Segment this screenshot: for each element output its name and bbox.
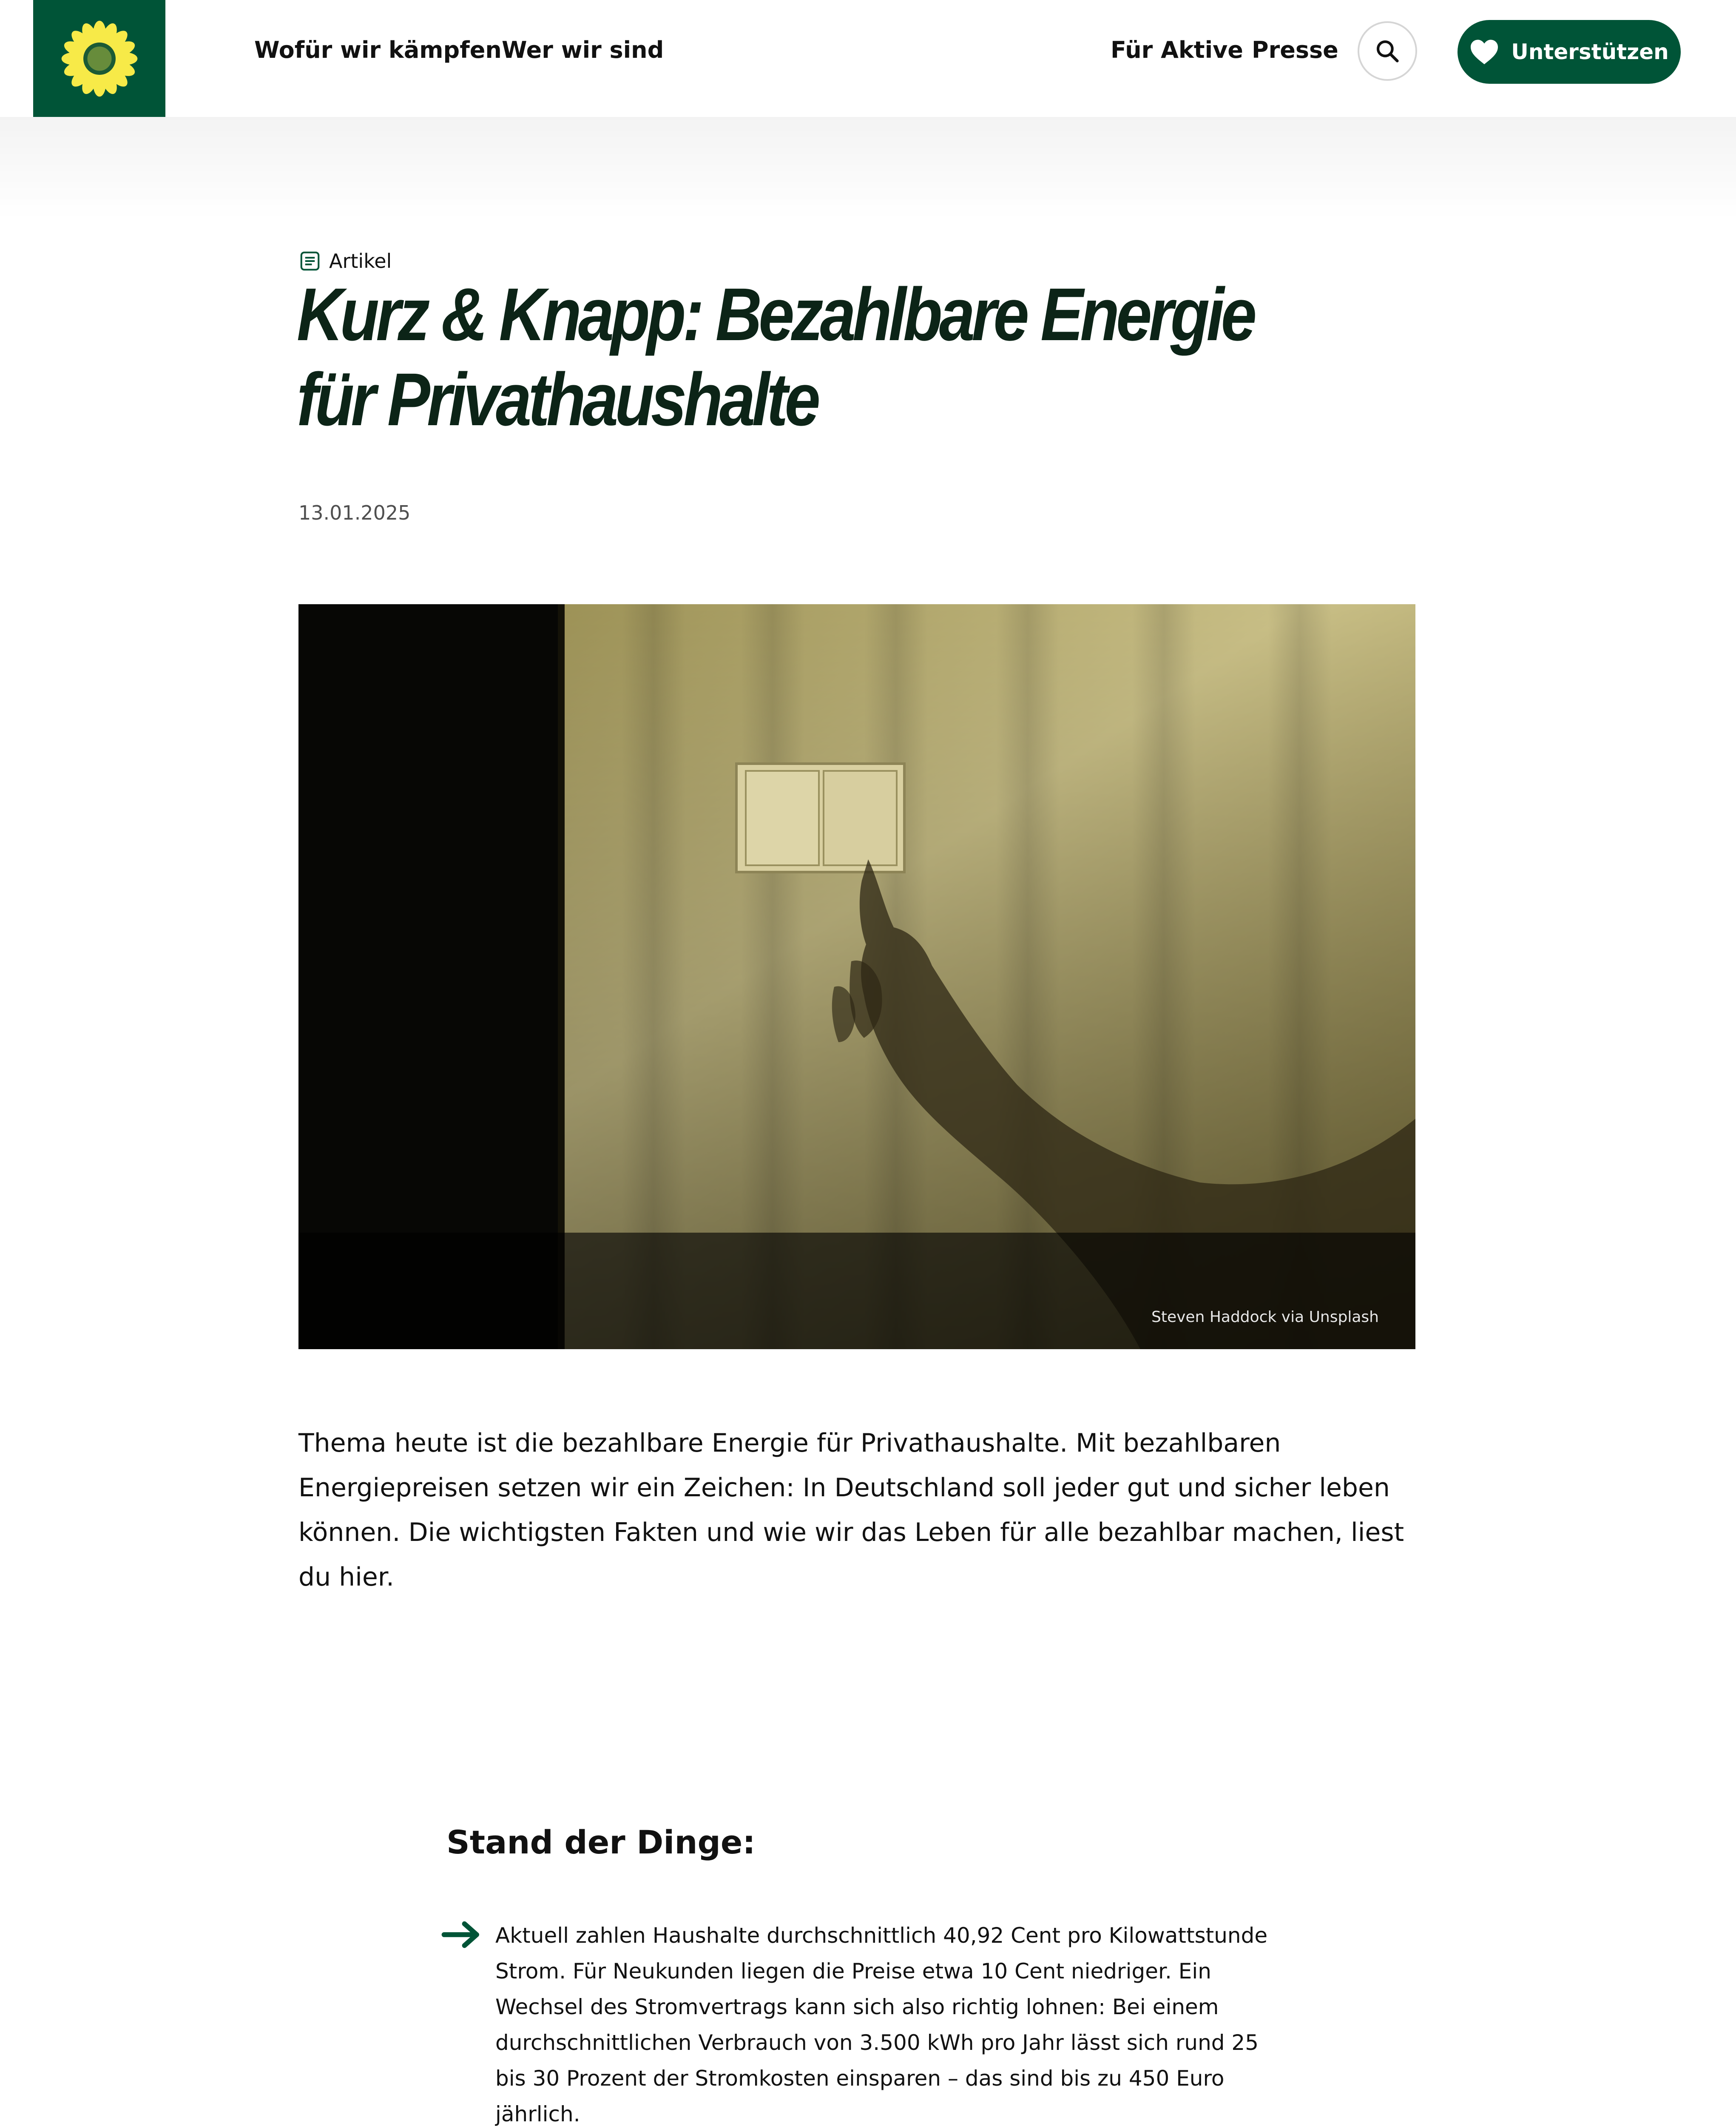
search-button[interactable] [1358, 21, 1417, 81]
support-button-label: Unterstützen [1511, 40, 1669, 64]
article-kind [298, 248, 392, 274]
header-shadow [0, 117, 1736, 219]
image-credit-bar [298, 1233, 1415, 1349]
heart-icon [1469, 38, 1499, 65]
section-heading-stand-der-dinge: Stand der Dinge: [446, 1823, 756, 1861]
arrow-right-icon [441, 1921, 482, 1948]
logo[interactable] [33, 0, 165, 117]
support-button[interactable] [1458, 20, 1681, 84]
search-icon [1374, 38, 1401, 64]
list-item [446, 1918, 1280, 2126]
nav-link-wer-wir-sind[interactable]: Wer wir sind [502, 37, 664, 63]
page-title: Kurz & Knapp: Bezahlbare Energie für Privathaushalte [297, 273, 1254, 441]
facts-list [446, 1918, 1280, 2126]
nav-link-presse[interactable]: Presse [1252, 37, 1338, 63]
sunflower-icon [59, 18, 140, 99]
article-date: 13.01.2025 [298, 501, 411, 524]
list-item-text: Aktuell zahlen Haushalte durchschnittlich 40,92 Cent pro Kilowattstunde Strom. Für Neukunden liegen die Preise etwa 10 Cent niedriger. Ein Wechsel des Stromvertrags kann sich also richtig lohnen: Bei einem durchschnittlichen Verbrauch von 3.500 kWh pro Jahr lässt sich rund 25 bis 30 Prozent der Stromkosten einsparen – das sind bis zu 450 Euro jährlich. [495, 1923, 1268, 2126]
lead-paragraph: Thema heute ist die bezahlbare Energie für Privathaushalte. Mit bezahlbaren Energiepreisen setzen wir ein Zeichen: In Deutschland soll jeder gut und sicher leben können. Die wichtigsten Fakten und wie wir das Leben für alle bezahlbar machen, liest du hier. [298, 1428, 1404, 1592]
site-header [0, 0, 1736, 117]
hero-image [298, 604, 1415, 1349]
nav-link-fuer-aktive[interactable]: Für Aktive [1111, 37, 1243, 63]
nav-link-wofuer-wir-kaempfen[interactable]: Wofür wir kämpfen [254, 37, 502, 63]
image-credit: Steven Haddock via Unsplash [1151, 1308, 1379, 1326]
article-kind-label: Artikel [329, 250, 392, 273]
article-icon [298, 250, 321, 273]
